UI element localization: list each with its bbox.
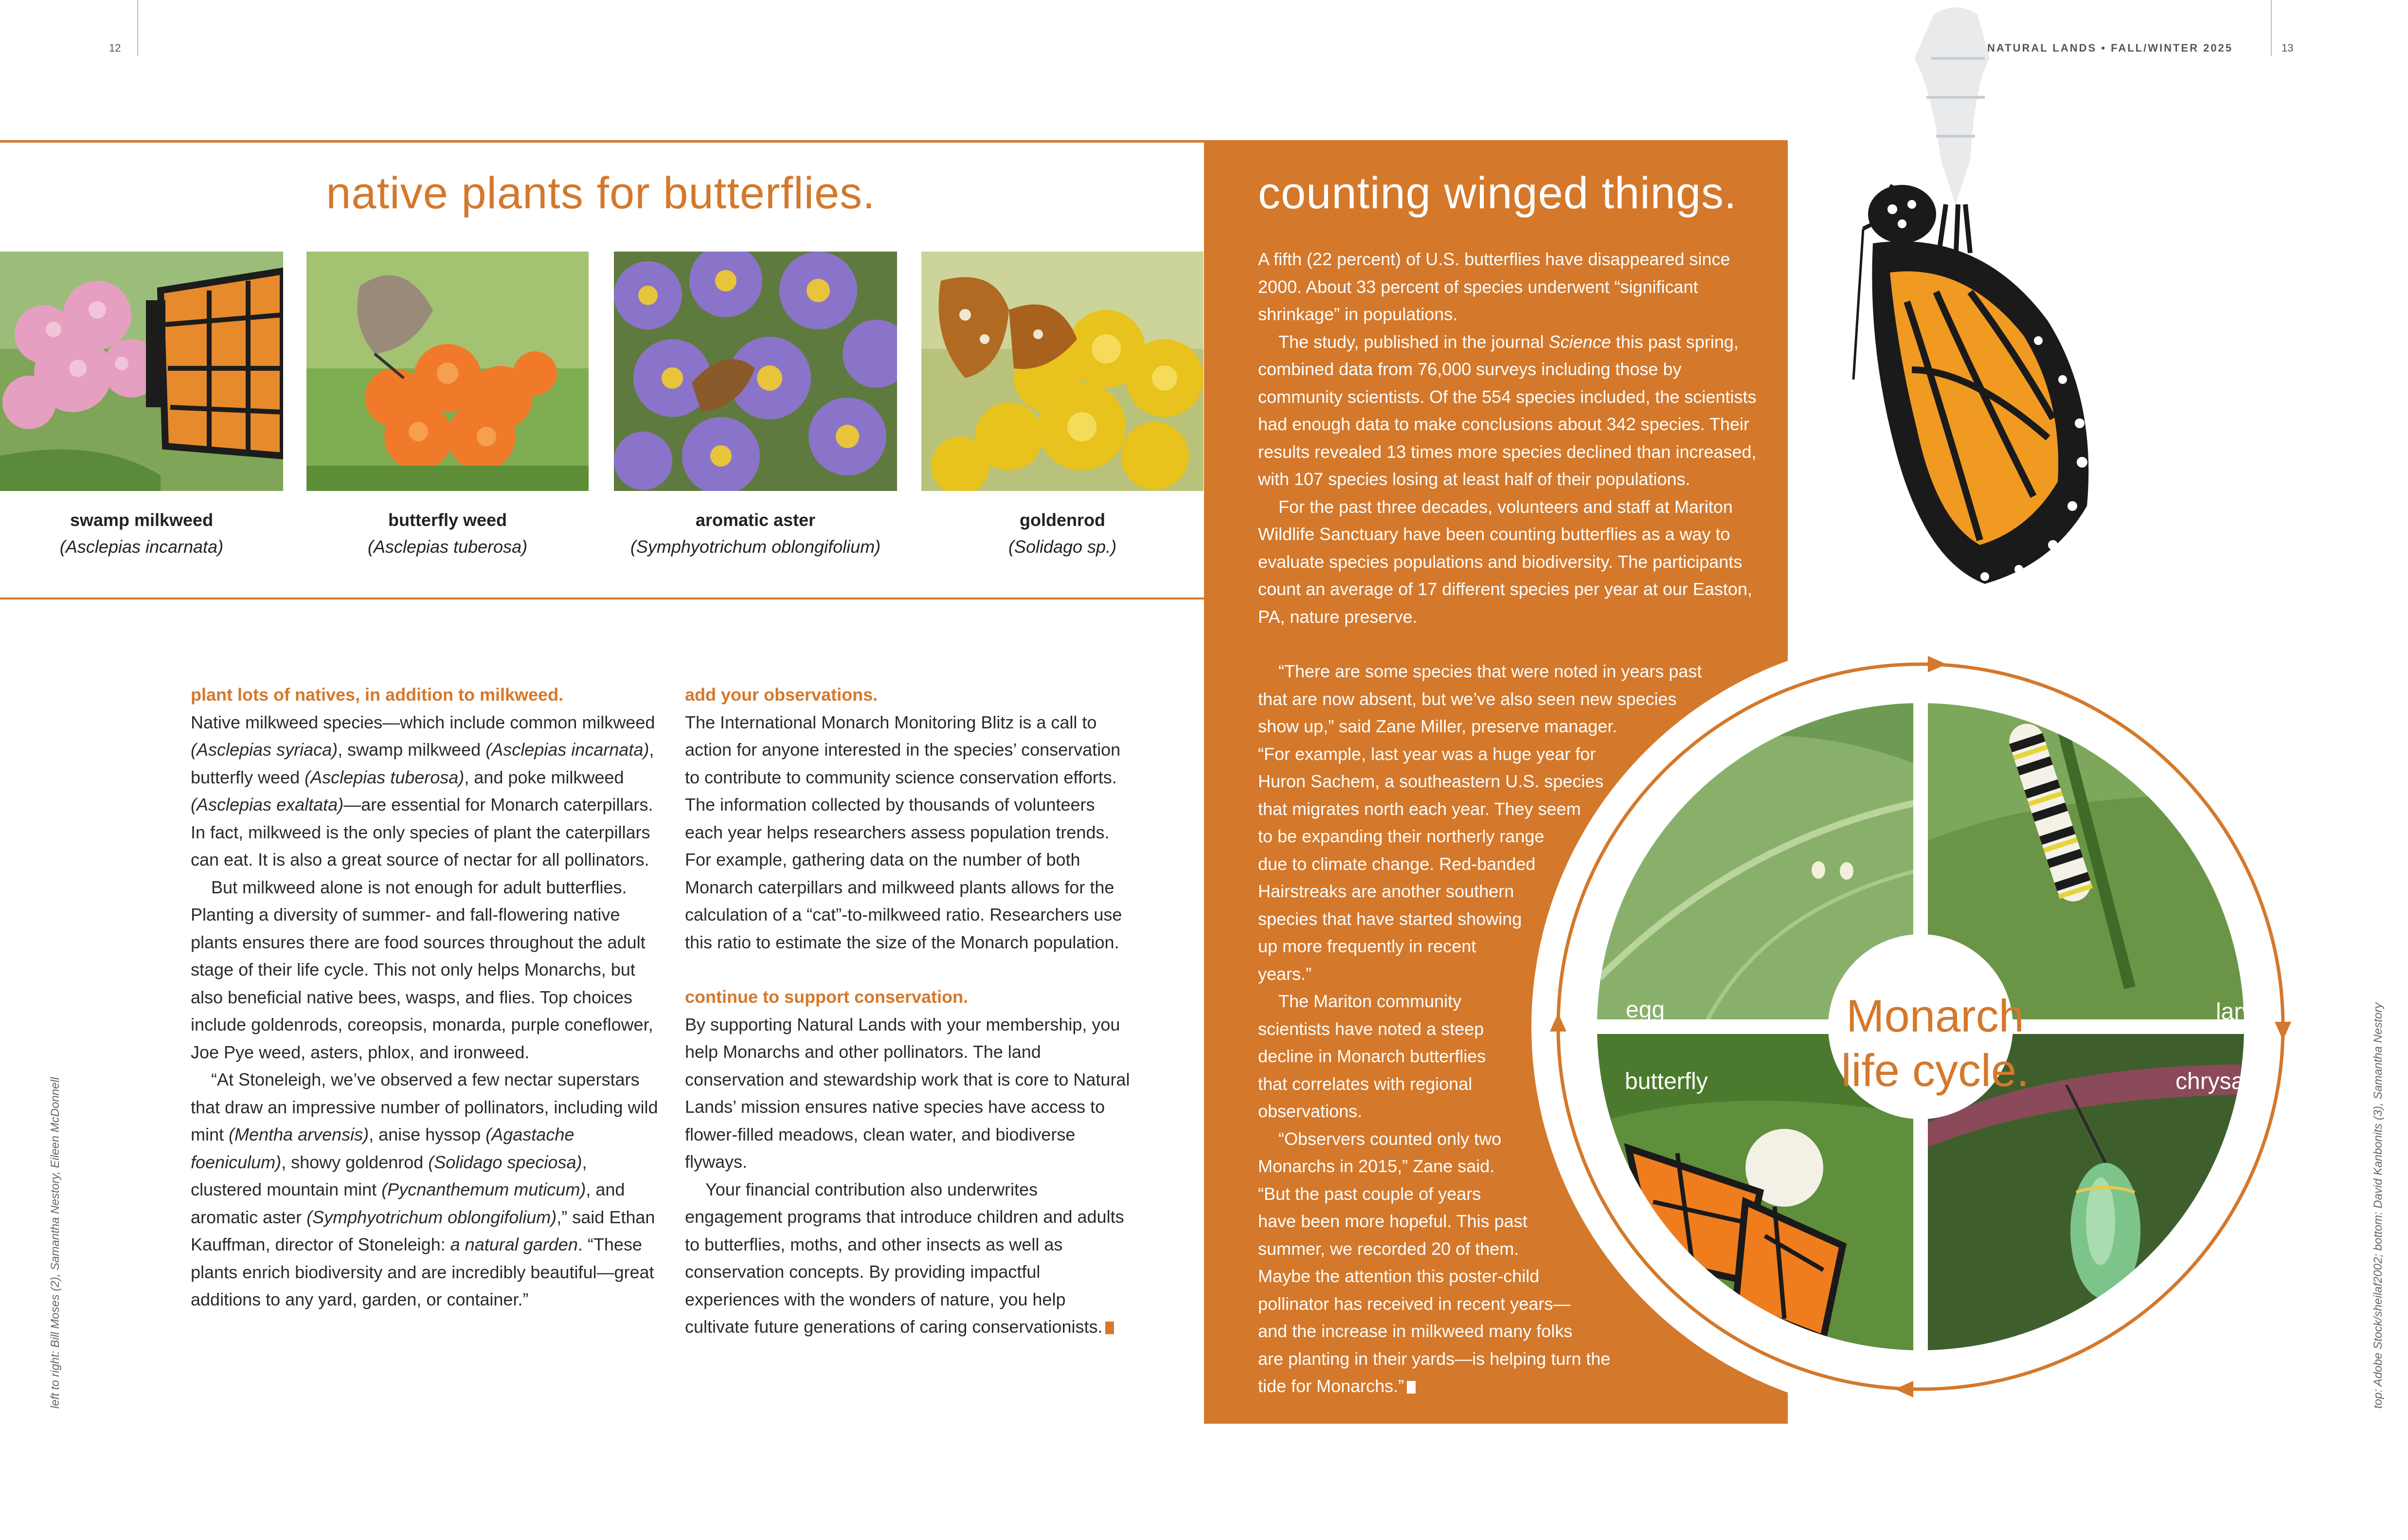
col2-paragraph-3: Your financial contribution also underwrites engagement programs that introduce children and adults to butterflies, moths, and other insects as well as conservation concepts. By providing impactful experiences with the wonders of nature, you help cultivate future generations of caring conservationists. (685, 1179, 1124, 1337)
sidebar-paragraph-5-line: decline in Monarch butterflies (1258, 1046, 1486, 1066)
plants-panel-title: native plants for butterflies. (326, 168, 876, 218)
sidebar-paragraph-4-line: that migrates north each year. They seem (1258, 798, 1581, 819)
aromatic-aster-photo (614, 252, 897, 491)
life-cycle-title: Monarch life cycle. (1841, 990, 2030, 1096)
sidebar-paragraph-4-line: years.” (1258, 963, 1312, 984)
quadrant-label-butterfly: butterfly (1625, 1069, 1708, 1094)
plant-latin-butterfly-weed: (Asclepias tuberosa) (367, 537, 528, 557)
section-heading-add-observations: add your observations. (685, 685, 878, 705)
plants-panel-top-rule (0, 140, 1206, 143)
sidebar-paragraph-6-line: Maybe the attention this poster-child (1258, 1266, 1540, 1286)
sidebar-paragraph-4-line: up more frequently in recent (1258, 936, 1476, 956)
col2-paragraph-1: The International Monarch Monitoring Blitz is a call to action for anyone interested in the species’ conservation to contribute to community science conservation efforts. The information collected by thousands of volunteers each year helps researchers assess population trends. For example, gathering data on the number of both Monarch caterpillars and milkweed plants allows for the calculation of a “cat”-to-milkweed ratio. Researchers use this ratio to estimate the size of the Monarch population. (685, 712, 1122, 952)
col2-paragraph-2: By supporting Natural Lands with your membership, you help Monarchs and other pollinators. The land conservation and stewardship work that is core to Natural Lands’ mission ensures native species have access to flower-filled meadows, clean water, and biodiverse flyways. (685, 1014, 1130, 1172)
plants-panel-bottom-rule (0, 598, 1206, 599)
end-mark-icon (1105, 1322, 1114, 1334)
plant-latin-goldenrod: (Solidago sp.) (1008, 537, 1117, 557)
sidebar-paragraph-4-line: “There are some species that were noted in years past (1278, 661, 1702, 681)
butterfly-weed-photo (306, 252, 589, 491)
quadrant-label-chrysalis: chrysalis (2175, 1069, 2266, 1094)
sidebar-paragraph-5-line: scientists have noted a steep (1258, 1018, 1484, 1039)
sidebar-paragraph-4-line: that are now absent, but we’ve also seen new species (1258, 688, 1677, 709)
sidebar-paragraph-4-line: “For example, last year was a huge year for (1258, 743, 1596, 764)
plant-name-butterfly-weed: butterfly weed (388, 510, 507, 530)
gutter-line-left (137, 0, 138, 56)
col1-paragraph-2: But milkweed alone is not enough for adult butterflies. Planting a diversity of summer- and fall-flowering native plants ensures there are food sources throughout the adult stage of their life cycle. This not only helps Monarchs, but also beneficial native bees, wasps, and flies. Top choices include goldenrods, coreopsis, monarda, purple coneflower, Joe Pye weed, asters, phlox, and ironweed. (191, 877, 653, 1062)
sidebar-paragraph-6-line: tide for Monarchs.” (1258, 1373, 1803, 1400)
quadrant-label-egg: egg (1626, 997, 1665, 1023)
plant-latin-aromatic-aster: (Symphyotrichum oblongifolium) (630, 537, 881, 557)
sidebar-paragraph-4-line: Hairstreaks are another southern (1258, 881, 1514, 901)
plant-name-aromatic-aster: aromatic aster (695, 510, 816, 530)
sidebar-paragraph-6-line: Monarchs in 2015,” Zane said. (1258, 1156, 1495, 1176)
sidebar-paragraph-5-line: The Mariton community (1278, 991, 1462, 1011)
col2-spacer (685, 956, 1130, 983)
quadrant-label-larva: larva (2216, 999, 2267, 1025)
sidebar-paragraph-5-line: observations. (1258, 1101, 1363, 1121)
plant-name-goldenrod: goldenrod (1020, 510, 1105, 530)
sidebar-paragraph-4-line: Huron Sachem, a southeastern U.S. species (1258, 771, 1604, 791)
sidebar-paragraph-6-line: summer, we recorded 20 of them. (1258, 1238, 1519, 1259)
sidebar-paragraph-6-line: are planting in their yards—is helping turn the (1258, 1348, 1611, 1369)
monarch-emerging-photo (1810, 0, 2121, 594)
photo-credit-left: left to right: Bill Moses (2), Samantha Nestory, Eileen McDonnell (49, 1077, 62, 1409)
plant-name-swamp-milkweed: swamp milkweed (70, 510, 214, 530)
sidebar-paragraph-6-line: “But the past couple of years (1258, 1183, 1481, 1204)
gutter-line-right (2271, 0, 2272, 56)
photo-credit-right: top: Adobe Stock/sheilaf2002; bottom: David Kanbonits (3), Samantha Nestory (2372, 1002, 2385, 1409)
sidebar-paragraph-2: The study, published in the journal Science this past spring, combined data from 76,000 surveys including those by community scientists. Of the 554 species included, the scientists had enough data to make conclusions about 342 species. Their results revealed 13 times more species declined than increased, with 107 species losing at least half of their populations. (1258, 331, 1757, 489)
sidebar-paragraph-4-line: species that have started showing (1258, 908, 1522, 929)
sidebar-paragraph-1: A fifth (22 percent) of U.S. butterflies have disappeared since 2000. About 33 percent of species underwent “significant shrinkage” in populations. (1258, 249, 1730, 324)
goldenrod-photo (921, 252, 1204, 491)
sidebar-paragraph-6-line: “Observers counted only two (1278, 1128, 1502, 1149)
sidebar-body-ragged (1258, 658, 1803, 1400)
running-head: NATURAL LANDS • FALL/WINTER 2025 (1987, 42, 2233, 54)
section-heading-plant-natives: plant lots of natives, in addition to milkweed. (191, 685, 564, 705)
body-column-2 (685, 681, 1130, 1341)
sidebar-paragraph-6-line: pollinator has received in recent years— (1258, 1293, 1571, 1314)
section-heading-support-conservation: continue to support conservation. (685, 987, 969, 1007)
plant-latin-swamp-milkweed: (Asclepias incarnata) (59, 537, 224, 557)
page-number-left: 12 (109, 42, 121, 54)
page-number-right: 13 (2282, 42, 2294, 54)
sidebar-paragraph-4-line: show up,” said Zane Miller, preserve manager. (1258, 716, 1617, 736)
col1-paragraph-3: “At Stoneleigh, we’ve observed a few nectar superstars that draw an impressive number of pollinators, including wild mint (Mentha arvensis), anise hyssop (Agastache foeniculum), showy goldenrod (Solidago speciosa), clustered mountain mint (Pycnanthemum muticum), and aromatic aster (Symphyotrichum oblongifolium),” said Ethan Kauffman, director of Stoneleigh: a natural garden. “These plants enrich biodiversity and are incredibly beautiful—great additions to any yard, garden, or container.” (191, 1069, 658, 1309)
body-column-1 (191, 681, 663, 1314)
end-mark-icon (1407, 1381, 1416, 1394)
sidebar-paragraph-6-line: have been more hopeful. This past (1258, 1211, 1527, 1231)
col1-paragraph-1: Native milkweed species—which include common milkweed (Asclepias syriaca), swamp milkweed (Asclepias incarnata), butterfly weed (Asclepias tuberosa), and poke milkweed (Asclepias exaltata)—are essential for Monarch caterpillars. In fact, milkweed is the only species of plant the caterpillars can eat. It is also a great source of nectar for all pollinators. (191, 712, 655, 870)
sidebar-paragraph-5-line: that correlates with regional (1258, 1073, 1473, 1094)
sidebar-paragraph-4-line: to be expanding their northerly range (1258, 826, 1545, 846)
sidebar-body-top (1258, 246, 1764, 631)
sidebar-paragraph-3: For the past three decades, volunteers and staff at Mariton Wildlife Sanctuary have been counting butterflies as a way to evaluate species populations and biodiversity. The participants count an average of 17 different species per year at our Easton, PA, nature preserve. (1258, 496, 1752, 627)
swamp-milkweed-photo (0, 252, 283, 491)
sidebar-paragraph-4-line: due to climate change. Red-banded (1258, 853, 1536, 874)
sidebar-paragraph-6-line: and the increase in milkweed many folks (1258, 1321, 1573, 1341)
sidebar-title: counting winged things. (1258, 168, 1737, 218)
